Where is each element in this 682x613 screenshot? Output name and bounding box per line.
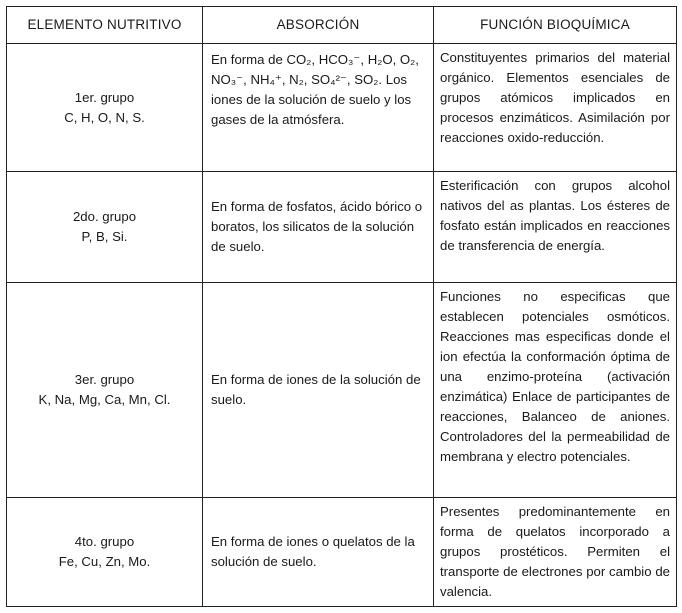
function-text: Funciones no especificas que establecen potenciales osmóticos. Reacciones mas especificas donde el ion efectúa la conformación óptima de una enzimo-proteína (activación enzimática) Enlace de participantes de reacciones, Balanceo de aniones. Controladores del la permeabilidad de membrana y electro potenciales. — [440, 289, 670, 464]
function-cell — [434, 498, 677, 607]
function-cell — [434, 44, 677, 172]
header-row — [7, 7, 677, 44]
nutrient-cell — [7, 44, 203, 172]
table-row — [7, 283, 677, 498]
nutrient-cell — [7, 283, 203, 498]
function-text: Presentes predominantemente en forma de quelatos incorporado a grupos prostéticos. Permiten el transporte de electrones por cambio de valencia. — [440, 504, 670, 599]
absorption-cell — [203, 172, 434, 283]
table-row — [7, 44, 677, 172]
group-name: 2do. grupo — [72, 209, 137, 224]
header-function: FUNCIÓN BIOQUÍMICA — [434, 7, 677, 44]
absorption-cell — [203, 44, 434, 172]
table-row — [7, 172, 677, 283]
absorption-cell — [203, 498, 434, 607]
group-name: 4to. grupo — [74, 534, 135, 549]
nutrient-cell — [7, 172, 203, 283]
group-elements: K, Na, Mg, Ca, Mn, Cl. — [38, 392, 171, 407]
absorption-text: En forma de CO₂, HCO₃⁻, H₂O, O₂, NO₃⁻, NH₄⁺, N₂, SO₄²⁻, SO₂. Los iones de la solución de suelo y los gases de la atmósfera. — [211, 52, 419, 127]
absorption-text: En forma de iones de la solución de suelo. — [211, 372, 421, 407]
group-name: 3er. grupo — [74, 372, 135, 387]
nutrient-cell — [7, 498, 203, 607]
absorption-text: En forma de iones o quelatos de la solución de suelo. — [211, 534, 415, 569]
nutrient-table — [6, 6, 677, 607]
group-elements: Fe, Cu, Zn, Mo. — [58, 554, 151, 569]
absorption-cell — [203, 283, 434, 498]
group-elements: P, B, Si. — [81, 229, 128, 244]
function-text: Constituyentes primarios del material orgánico. Elementos esenciales de grupos atómicos implicados en procesos enzimáticos. Asimilación por reacciones oxido-reducción. — [440, 50, 670, 145]
function-text: Esterificación con grupos alcohol nativos del as plantas. Los ésteres de fosfato están implicados en reacciones de transferencia de energía. — [440, 178, 670, 253]
header-absorption: ABSORCIÓN — [203, 7, 434, 44]
table-row — [7, 498, 677, 607]
group-name: 1er. grupo — [74, 89, 135, 105]
function-cell — [434, 172, 677, 283]
function-cell — [434, 283, 677, 498]
group-elements: C, H, O, N, S. — [64, 109, 145, 125]
absorption-text: En forma de fosfatos, ácido bórico o boratos, los silicatos de la solución de suelo. — [211, 199, 423, 254]
header-nutrient: ELEMENTO NUTRITIVO — [7, 7, 203, 44]
